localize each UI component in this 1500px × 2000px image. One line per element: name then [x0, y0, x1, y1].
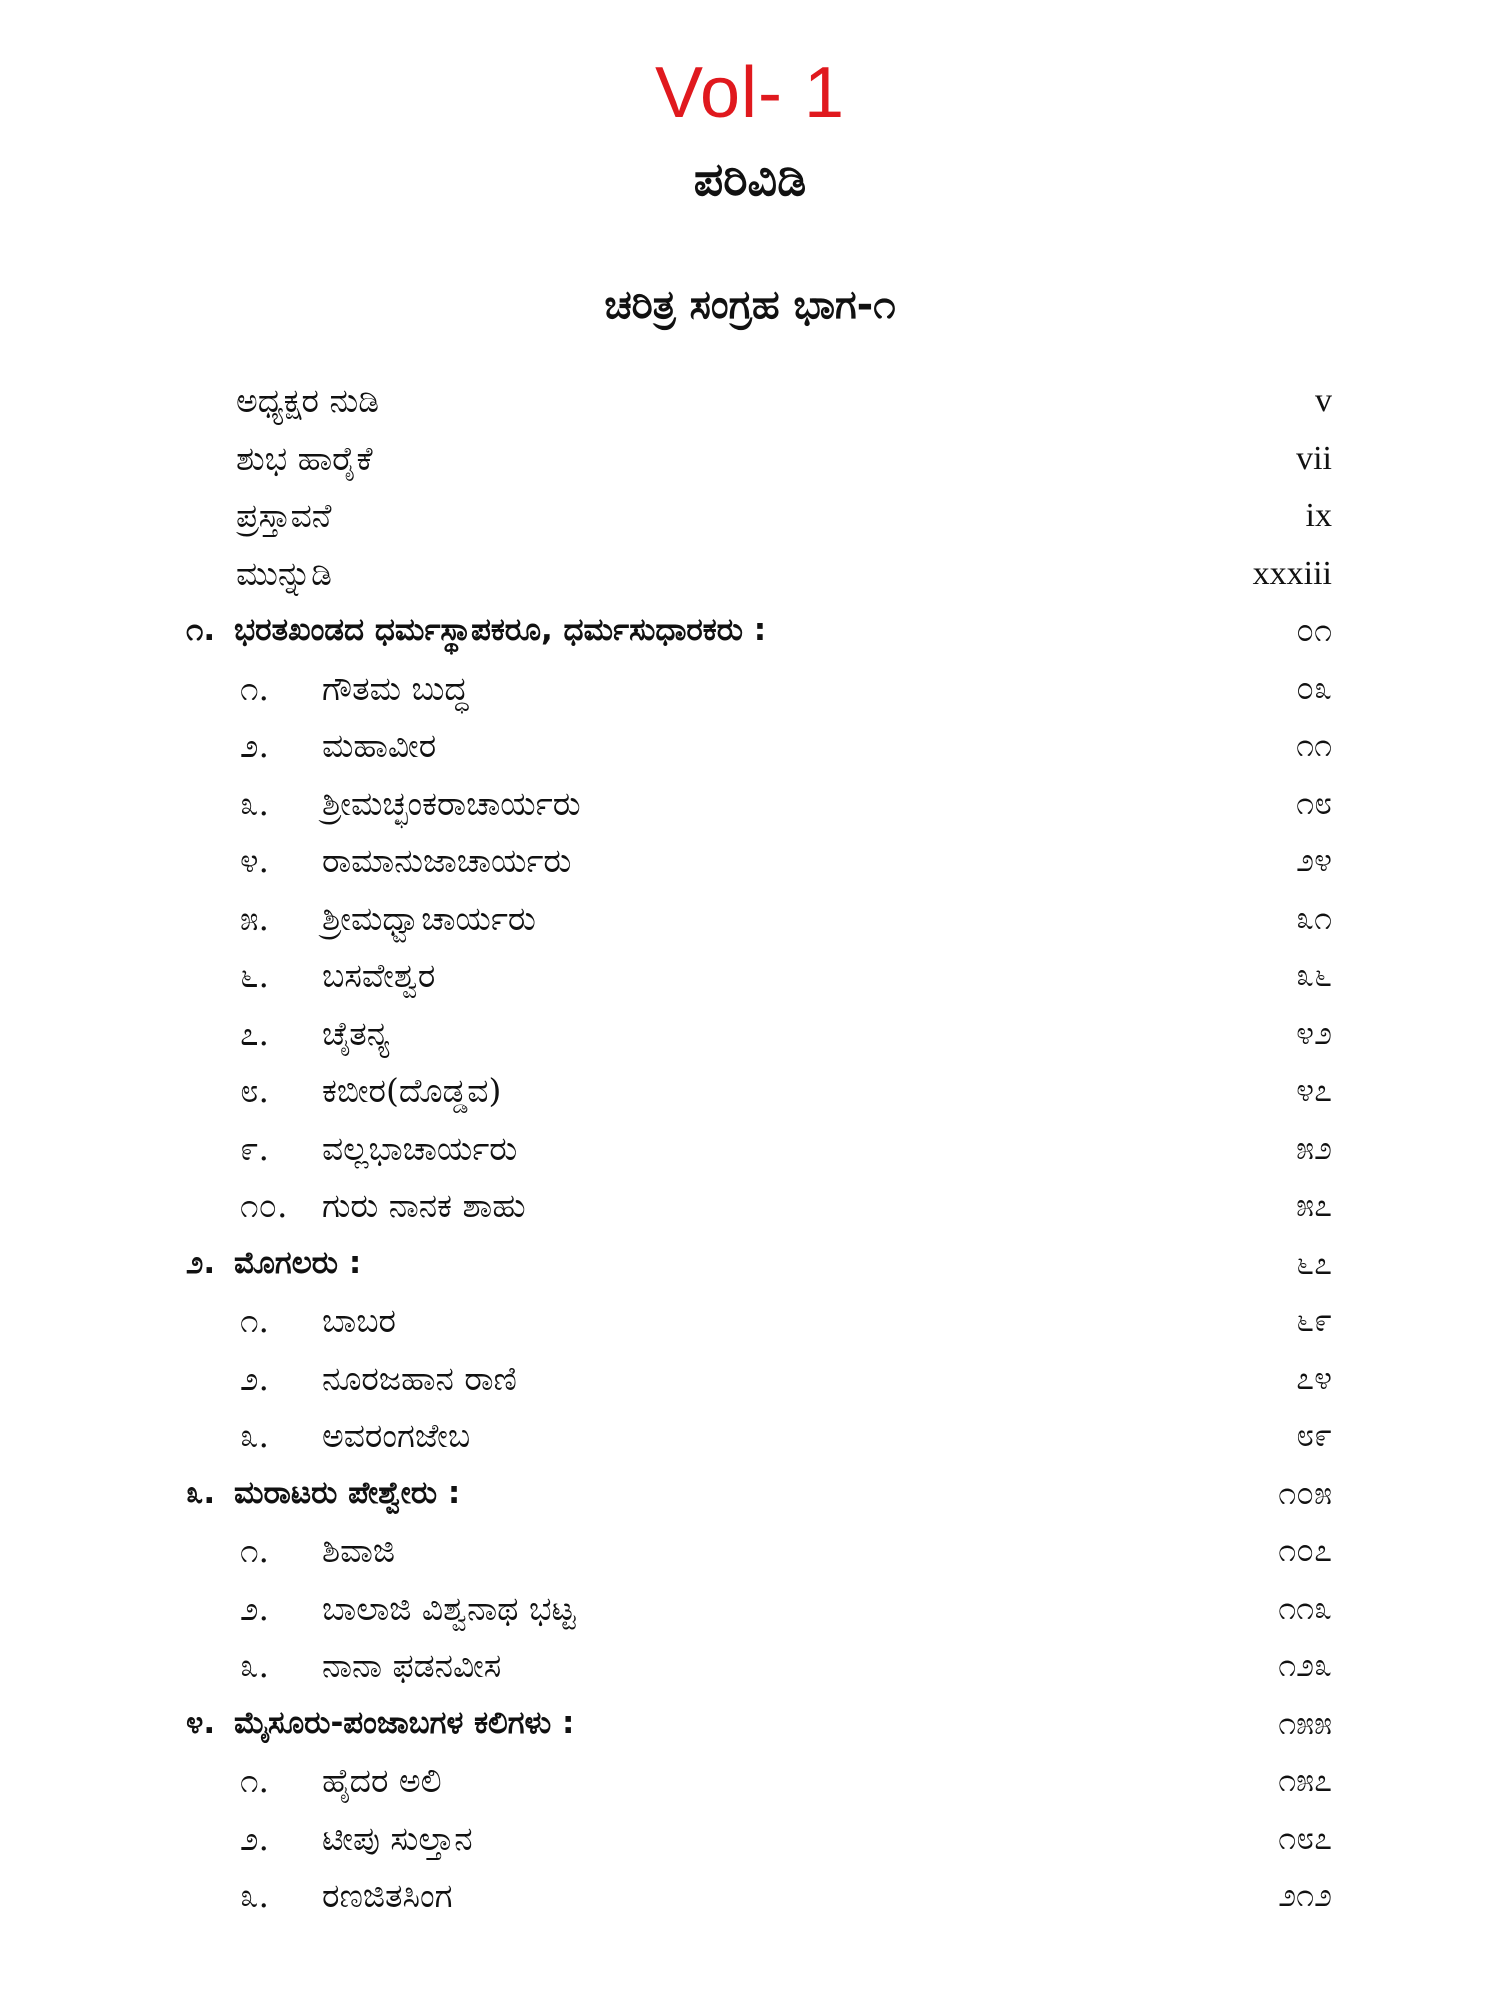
toc-entry-label: ಕಬೀರ(ದೊಡ್ಡವ) [322, 1071, 502, 1110]
toc-entry-page: ೩೧ [1296, 898, 1332, 937]
toc-entry [0, 1522, 1500, 1580]
toc-section-title: ಮರಾಟರು ಪೇಶ್ವೇರು : [234, 1474, 461, 1511]
toc-entry-label: ವಲ್ಲಭಾಚಾರ್ಯರು [322, 1128, 518, 1168]
page-subheading: ಚರಿತ್ರ ಸಂಗ್ರಹ ಭಾಗ-೧ [604, 282, 896, 328]
toc-section-heading [0, 1465, 1500, 1523]
toc-entry-page: ೧೦೭ [1278, 1531, 1332, 1569]
toc-entry-number: ೩. [240, 783, 269, 823]
toc-entry [0, 775, 1500, 833]
toc-entry-page: ೧೮೭ [1278, 1818, 1332, 1857]
toc-entry [0, 1177, 1500, 1235]
toc-entry-number: ೨. [240, 1818, 269, 1858]
toc-entry-page: ೨೪ [1296, 841, 1332, 879]
table-of-contents [0, 372, 1500, 1925]
toc-entry-label: ಮುನ್ನುಡಿ [236, 553, 332, 593]
toc-entry-page: ೪೭ [1296, 1071, 1332, 1109]
toc-entry-number: ೧. [240, 1761, 269, 1800]
toc-entry-page: ೮೯ [1296, 1416, 1332, 1454]
toc-entry-number: ೧೦. [240, 1186, 288, 1225]
toc-entry [0, 660, 1500, 718]
page-heading: ಪರಿವಿಡಿ [693, 152, 807, 206]
toc-section-number: ೪. [186, 1704, 216, 1741]
toc-entry [0, 832, 1500, 890]
toc-entry-label: ಚೈತನ್ಯ [322, 1013, 390, 1053]
toc-entry-label: ರಣಜಿತಸಿಂಗ [322, 1876, 453, 1915]
toc-entry-number: ೯. [240, 1128, 269, 1168]
toc-entry-page: ೦೩ [1296, 668, 1332, 707]
toc-entry-label: ಅಧ್ಯಕ್ಷರ ನುಡಿ [236, 381, 380, 420]
toc-entry [0, 717, 1500, 775]
toc-entry-label: ಬಸವೇಶ್ವರ [322, 956, 436, 995]
toc-entry-number: ೩. [240, 1876, 269, 1915]
toc-section-page: ೬೭ [1296, 1243, 1332, 1282]
toc-section-title: ಮೈಸೂರು-ಪಂಜಾಬಗಳ ಕಲಿಗಳು : [234, 1704, 575, 1741]
toc-front-matter-entry [0, 430, 1500, 488]
toc-entry-number: ೧. [240, 1531, 269, 1570]
toc-section-page: ೧೦೫ [1278, 1473, 1332, 1512]
toc-entry [0, 890, 1500, 948]
toc-entry-page: ೭೪ [1296, 1358, 1332, 1397]
toc-entry [0, 1637, 1500, 1695]
toc-entry-number: ೨. [240, 726, 269, 765]
toc-entry [0, 1062, 1500, 1120]
toc-entry-label: ಗುರು ನಾನಕ ಶಾಹು [322, 1186, 526, 1225]
toc-entry-label: ಬಾಲಾಜಿ ವಿಶ್ವನಾಥ ಭಟ್ಟ [322, 1588, 576, 1628]
toc-entry-number: ೧. [240, 668, 269, 708]
toc-section-heading [0, 602, 1500, 660]
toc-entry-page: vii [1296, 439, 1332, 477]
toc-entry-number: ೬. [240, 956, 269, 995]
toc-entry [0, 947, 1500, 1005]
toc-section-title: ಮೊಗಲರು : [234, 1244, 362, 1281]
toc-entry-number: ೫. [240, 898, 269, 938]
toc-front-matter-entry [0, 545, 1500, 603]
toc-entry [0, 1005, 1500, 1063]
toc-entry-number: ೮. [240, 1071, 269, 1110]
toc-entry-page: ೬೯ [1296, 1301, 1332, 1339]
toc-entry-label: ಹೈದರ ಅಲಿ [322, 1761, 442, 1800]
toc-entry-page: v [1315, 382, 1332, 419]
toc-entry-label: ನೂರಜಹಾನ ರಾಣಿ [322, 1358, 517, 1398]
toc-entry-label: ಶ್ರೀಮಧ್ವಾಚಾರ್ಯರು [322, 898, 536, 938]
toc-entry-number: ೧. [240, 1301, 269, 1340]
toc-entry [0, 1350, 1500, 1408]
toc-section-number: ೨. [186, 1244, 216, 1281]
toc-entry [0, 1867, 1500, 1925]
toc-entry-label: ಪ್ರಸ್ತಾವನೆ [236, 496, 332, 535]
toc-section-title: ಭರತಖಂಡದ ಧರ್ಮಸ್ಥಾಪಕರೂ, ಧರ್ಮಸುಧಾರಕರು : [234, 612, 767, 648]
toc-entry-label: ರಾಮಾನುಜಾಚಾರ್ಯರು [322, 841, 572, 880]
toc-entry-label: ಮಹಾವೀರ [322, 726, 437, 765]
toc-front-matter-entry [0, 372, 1500, 430]
toc-entry-label: ಶ್ರೀಮಚ್ಛಂಕರಾಚಾರ್ಯರು [322, 783, 581, 823]
toc-entry-number: ೪. [240, 841, 269, 880]
toc-section-number: ೩. [186, 1474, 216, 1511]
toc-entry-page: ೩೬ [1296, 956, 1332, 994]
toc-entry [0, 1120, 1500, 1178]
toc-entry-page: ೧೫೭ [1278, 1761, 1332, 1799]
toc-entry-number: ೨. [240, 1358, 269, 1398]
toc-entry-page: ೨೧೨ [1278, 1876, 1332, 1914]
toc-section-page: ೧೫೫ [1278, 1703, 1332, 1742]
toc-entry-label: ಬಾಬರ [322, 1301, 396, 1340]
toc-entry [0, 1580, 1500, 1638]
toc-entry-page: ೧೧೩ [1278, 1588, 1332, 1627]
toc-entry [0, 1810, 1500, 1868]
toc-section-heading [0, 1695, 1500, 1753]
toc-entry-number: ೩. [240, 1416, 269, 1455]
toc-entry-page: ೫೨ [1296, 1128, 1332, 1167]
toc-section-heading [0, 1235, 1500, 1293]
toc-section-page: ೦೧ [1296, 611, 1332, 649]
toc-entry-page: ೧೧ [1296, 726, 1332, 764]
toc-entry-label: ನಾನಾ ಫಡನವೀಸ [322, 1646, 502, 1685]
toc-entry-label: ಶುಭ ಹಾರೈಕೆ [236, 438, 373, 478]
toc-entry-label: ಟೀಪು ಸುಲ್ತಾನ [322, 1818, 473, 1858]
toc-entry [0, 1292, 1500, 1350]
toc-entry-page: ೧೨೩ [1278, 1646, 1332, 1684]
toc-entry-number: ೭. [240, 1013, 269, 1053]
toc-entry-page: ೪೨ [1296, 1013, 1332, 1052]
toc-entry-page: ix [1305, 497, 1332, 534]
volume-label: Vol- 1 [654, 53, 846, 133]
toc-front-matter-entry [0, 487, 1500, 545]
toc-entry-page: ೧೮ [1296, 783, 1332, 822]
toc-entry [0, 1407, 1500, 1465]
toc-section-number: ೧. [186, 612, 216, 648]
toc-entry-number: ೩. [240, 1646, 269, 1685]
toc-entry-label: ಗೌತಮ ಬುದ್ಧ [322, 668, 469, 708]
toc-entry-page: xxxiii [1252, 554, 1332, 592]
toc-entry-page: ೫೭ [1296, 1186, 1332, 1224]
toc-entry-label: ಅವರಂಗಜೇಬ [322, 1416, 471, 1455]
toc-entry [0, 1752, 1500, 1810]
toc-entry-number: ೨. [240, 1588, 269, 1628]
toc-entry-label: ಶಿವಾಜಿ [322, 1531, 396, 1570]
